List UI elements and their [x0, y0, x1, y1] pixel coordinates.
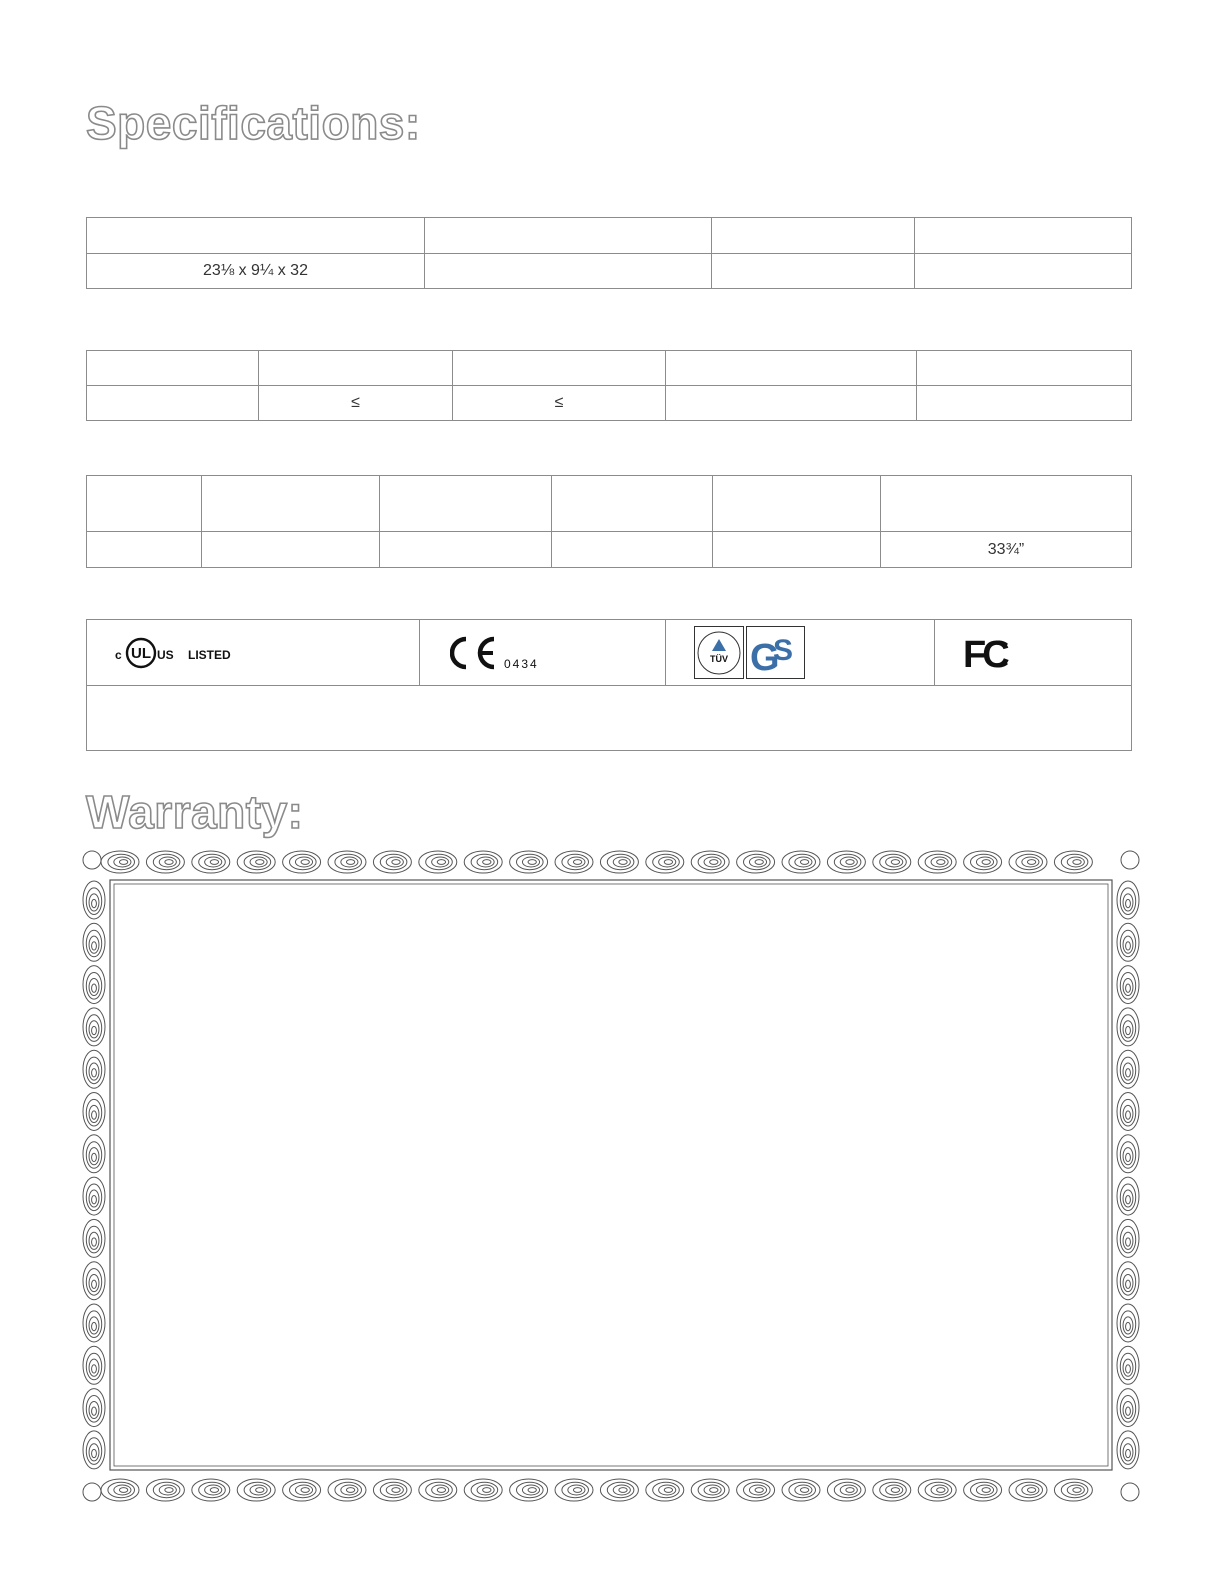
border-swirl [237, 1479, 275, 1501]
border-swirl [83, 1431, 105, 1469]
table-cell [917, 351, 1132, 386]
table-cell [713, 476, 881, 532]
dimensions-table [86, 217, 1132, 289]
border-swirl [1117, 1262, 1139, 1300]
border-swirl [83, 1093, 105, 1131]
fcc-text: FC [963, 633, 1006, 673]
border-swirl [1117, 1135, 1139, 1173]
border-swirl [1117, 1304, 1139, 1342]
height-value: 33¾” [881, 532, 1132, 568]
fcc-cell [935, 620, 1132, 686]
table-cell [552, 532, 713, 568]
border-swirl [964, 851, 1002, 873]
border-swirl [510, 1479, 548, 1501]
border-swirl [83, 923, 105, 961]
table-cell [666, 386, 917, 421]
border-corner-ornament [1121, 1483, 1139, 1501]
border-corner-ornament [1121, 851, 1139, 869]
border-swirl [83, 1304, 105, 1342]
table-cell [259, 351, 453, 386]
border-swirl [964, 1479, 1002, 1501]
electrical-table [86, 350, 1132, 421]
border-swirl [646, 851, 684, 873]
border-swirl [328, 851, 366, 873]
table-cell [713, 532, 881, 568]
border-swirl [827, 851, 865, 873]
table-cell [380, 532, 552, 568]
table-cell [87, 476, 202, 532]
border-swirl [1117, 1431, 1139, 1469]
border-swirl [192, 851, 230, 873]
table-header-row [87, 218, 1132, 254]
border-swirl [83, 1346, 105, 1384]
fcc-icon [963, 633, 1023, 673]
border-corner-ornament [83, 1483, 101, 1501]
border-swirl [83, 1008, 105, 1046]
table-row [87, 386, 1132, 421]
table-cell [202, 476, 380, 532]
border-swirl [83, 1219, 105, 1257]
less-equal-symbol: ≤ [259, 386, 453, 421]
packaging-table [86, 475, 1132, 568]
ul-listed-icon [115, 636, 235, 670]
table-cell [425, 254, 712, 289]
table-cell [87, 532, 202, 568]
border-swirl [1117, 1177, 1139, 1215]
border-swirl [555, 1479, 593, 1501]
border-swirl [146, 1479, 184, 1501]
border-swirl [283, 1479, 321, 1501]
border-swirl [464, 851, 502, 873]
border-swirl [873, 1479, 911, 1501]
svg-text:G: G [750, 636, 780, 679]
table-cell [87, 386, 259, 421]
border-swirl [1117, 923, 1139, 961]
table-cell [915, 218, 1132, 254]
border-swirl [237, 851, 275, 873]
border-swirl [918, 1479, 956, 1501]
svg-text:S: S [773, 633, 794, 667]
border-swirl [192, 1479, 230, 1501]
border-swirl [83, 1389, 105, 1427]
border-swirl [146, 851, 184, 873]
border-swirl [873, 851, 911, 873]
border-swirl [83, 966, 105, 1004]
border-swirl [600, 1479, 638, 1501]
specifications-heading: Specifications: [86, 97, 421, 149]
border-swirl [646, 1479, 684, 1501]
border-swirl [691, 851, 729, 873]
table-cell [453, 351, 666, 386]
table-cell [87, 218, 425, 254]
table-cell [425, 218, 712, 254]
table-cell [712, 254, 915, 289]
table-cell [87, 351, 259, 386]
border-swirl [1117, 1093, 1139, 1131]
border-swirl [1117, 1050, 1139, 1088]
border-swirl [83, 881, 105, 919]
border-swirl [101, 851, 139, 873]
table-cell [917, 386, 1132, 421]
border-swirl [1117, 1346, 1139, 1384]
table-cell [552, 476, 713, 532]
border-swirl [1117, 1389, 1139, 1427]
border-swirl [737, 851, 775, 873]
border-swirl [510, 851, 548, 873]
border-swirl [555, 851, 593, 873]
certifications-logo-row [87, 620, 1132, 686]
ce-cell [420, 620, 666, 686]
border-swirl [1009, 851, 1047, 873]
border-swirl [419, 1479, 457, 1501]
table-cell [712, 218, 915, 254]
border-swirl [83, 1262, 105, 1300]
border-swirl [328, 1479, 366, 1501]
border-corner-ornament [83, 851, 101, 869]
border-swirl [600, 851, 638, 873]
border-swirl [1054, 851, 1092, 873]
table-cell [380, 476, 552, 532]
border-swirl [464, 1479, 502, 1501]
border-swirl [1117, 966, 1139, 1004]
border-swirl [373, 1479, 411, 1501]
table-header-row [87, 476, 1132, 532]
border-swirl [1117, 1219, 1139, 1257]
warranty-border-frame [80, 848, 1142, 1504]
border-swirl [83, 1135, 105, 1173]
border-swirl [1117, 881, 1139, 919]
table-row [87, 254, 1132, 289]
ce-number: 0434 [504, 656, 539, 670]
ce-mark-icon [450, 636, 550, 670]
warranty-inner-border [110, 880, 1112, 1470]
table-header-row [87, 351, 1132, 386]
table-cell [915, 254, 1132, 289]
ul-c-mark: c [115, 647, 122, 662]
border-swirl [373, 851, 411, 873]
ul-us-mark: US [157, 647, 174, 662]
certifications-table [86, 619, 1132, 751]
border-swirl [419, 851, 457, 873]
border-swirl [737, 1479, 775, 1501]
certification-note [87, 686, 1132, 751]
warranty-heading: Warranty: [86, 786, 304, 838]
border-swirl [918, 851, 956, 873]
border-swirl [782, 1479, 820, 1501]
ul-listed-text: LISTED [188, 647, 231, 662]
border-swirl [827, 1479, 865, 1501]
table-cell [881, 476, 1132, 532]
border-swirl [283, 851, 321, 873]
table-cell [202, 532, 380, 568]
table-row [87, 686, 1132, 751]
ul-cell [87, 620, 420, 686]
tuv-gs-cell [666, 620, 935, 686]
tuv-text: TÜV [710, 653, 728, 664]
border-swirl [83, 1177, 105, 1215]
border-swirl [83, 1050, 105, 1088]
ul-mark: UL [131, 644, 151, 662]
border-swirl [691, 1479, 729, 1501]
border-swirl [1054, 1479, 1092, 1501]
table-row [87, 532, 1132, 568]
border-swirl [782, 851, 820, 873]
border-swirl [101, 1479, 139, 1501]
less-equal-symbol: ≤ [453, 386, 666, 421]
border-swirl [1009, 1479, 1047, 1501]
table-cell [666, 351, 917, 386]
tuv-gs-icon [694, 626, 806, 680]
border-swirl [1117, 1008, 1139, 1046]
dimensions-value: 23⅛ x 9¼ x 32 [87, 254, 425, 289]
